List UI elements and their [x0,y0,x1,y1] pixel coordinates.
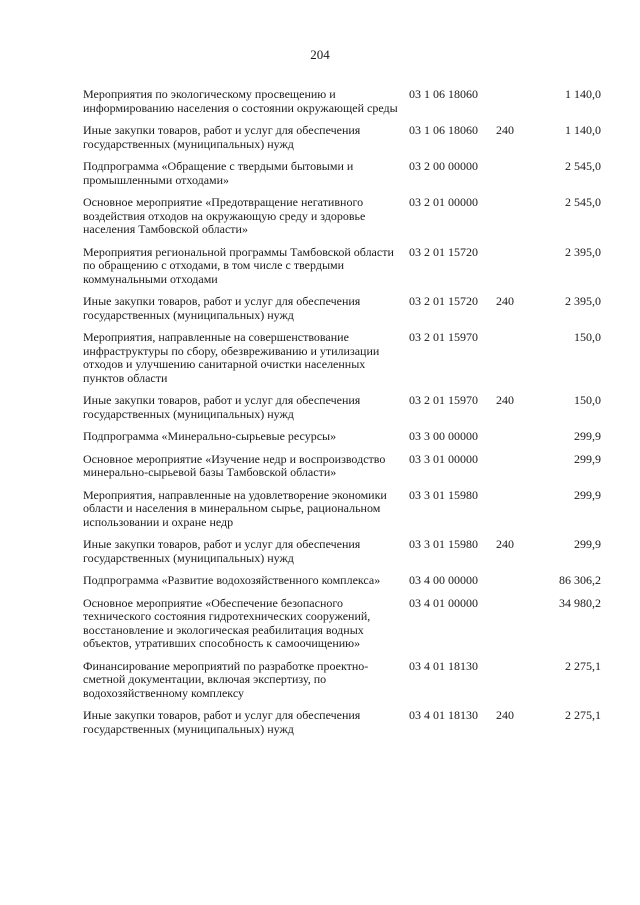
row-code: 03 2 01 15970 [409,330,478,344]
row-code: 03 4 01 00000 [409,595,478,610]
row-amount: 150,0 [574,330,601,344]
row-code: 03 2 01 00000 [409,195,478,209]
table-row [0,394,640,421]
row-code: 03 2 01 15720 [409,244,478,259]
row-name: Подпрограмма «Обращение с твердыми бытовыми и промышленными отходами» [83,159,354,187]
table-row [0,160,640,187]
row-code: 03 3 00 00000 [409,429,478,443]
table-row [0,430,640,444]
page-number: 204 [310,47,330,62]
row-name: Иные закупки товаров, работ и услуг для обеспечения государственных (муниципальных) нужд [83,294,361,322]
budget-table [0,88,640,745]
row-name: Основное мероприятие «Обеспечение безопасного технического состояния гидротехнических сооружений, восстановление и экологическая реабилитация водных объектов, утративших способность к самоочищению» [83,595,371,650]
row-amount: 299,9 [574,451,601,466]
row-code: 03 2 01 15720 [409,294,478,308]
table-row [0,597,640,651]
row-code: 03 3 01 15980 [409,487,478,502]
row-name: Мероприятия региональной программы Тамбовской области по обращению с отходами, в том числе с твердыми коммунальными отходами [83,244,394,286]
row-code: 03 3 01 15980 [409,537,478,551]
row-expense-type: 240 [496,123,514,137]
row-name: Мероприятия, направленные на совершенствование инфраструктуры по сбору, обезвреживанию и утилизации отходов и улучшению санитарной очистки населенных пунктов области [83,330,380,385]
row-name: Иные закупки товаров, работ и услуг для обеспечения государственных (муниципальных) нужд [83,708,361,736]
row-amount: 299,9 [574,429,601,443]
row-expense-type: 240 [496,294,514,308]
table-row [0,246,640,287]
row-name: Финансирование мероприятий по разработке проектно-сметной документации, включая экспертизу, по водохозяйственному комплексу [83,658,369,700]
table-row [0,453,640,480]
row-name: Иные закупки товаров, работ и услуг для обеспечения государственных (муниципальных) нужд [83,123,361,151]
row-amount: 2 545,0 [565,195,601,209]
row-code: 03 1 06 18060 [409,87,478,101]
row-code: 03 2 01 15970 [409,393,478,407]
row-code: 03 4 01 18130 [409,708,478,722]
row-name: Мероприятия, направленные на удовлетворение экономики области и населения в минеральном сырье, рациональном использовании и охране недр [83,487,387,529]
table-row [0,331,640,385]
row-code: 03 4 01 18130 [409,658,478,673]
row-name: Подпрограмма «Развитие водохозяйственного комплекса» [83,573,381,587]
table-row [0,660,640,701]
table-row [0,538,640,565]
table-row [0,489,640,530]
row-amount: 2 395,0 [565,294,601,308]
row-expense-type: 240 [496,708,514,722]
row-amount: 86 306,2 [559,573,601,587]
row-name: Подпрограмма «Минерально-сырьевые ресурсы» [83,429,337,443]
table-row [0,88,640,115]
table-row [0,196,640,237]
row-name: Основное мероприятие «Изучение недр и воспроизводство минерально-сырьевой базы Тамбовской области» [83,451,386,479]
row-amount: 1 140,0 [565,123,601,137]
row-name: Иные закупки товаров, работ и услуг для обеспечения государственных (муниципальных) нужд [83,393,361,421]
table-row [0,295,640,322]
row-name: Иные закупки товаров, работ и услуг для обеспечения государственных (муниципальных) нужд [83,537,361,565]
row-code: 03 2 00 00000 [409,159,478,173]
row-code: 03 4 00 00000 [409,573,478,587]
row-amount: 299,9 [574,537,601,551]
row-amount: 2 395,0 [565,244,601,259]
row-amount: 2 545,0 [565,159,601,173]
row-amount: 2 275,1 [565,658,601,673]
table-row [0,574,640,588]
row-code: 03 1 06 18060 [409,123,478,137]
row-expense-type: 240 [496,537,514,551]
row-amount: 1 140,0 [565,87,601,101]
row-name: Мероприятия по экологическому просвещению и информированию населения о состоянии окружающей среды [83,87,398,115]
row-code: 03 3 01 00000 [409,451,478,466]
row-expense-type: 240 [496,393,514,407]
row-amount: 34 980,2 [559,595,601,610]
table-row [0,709,640,736]
row-amount: 299,9 [574,487,601,502]
row-amount: 2 275,1 [565,708,601,722]
table-row [0,124,640,151]
row-name: Основное мероприятие «Предотвращение негативного воздействия отходов на окружающую среду и здоровье населения Тамбовской области» [83,195,366,236]
row-amount: 150,0 [574,393,601,407]
